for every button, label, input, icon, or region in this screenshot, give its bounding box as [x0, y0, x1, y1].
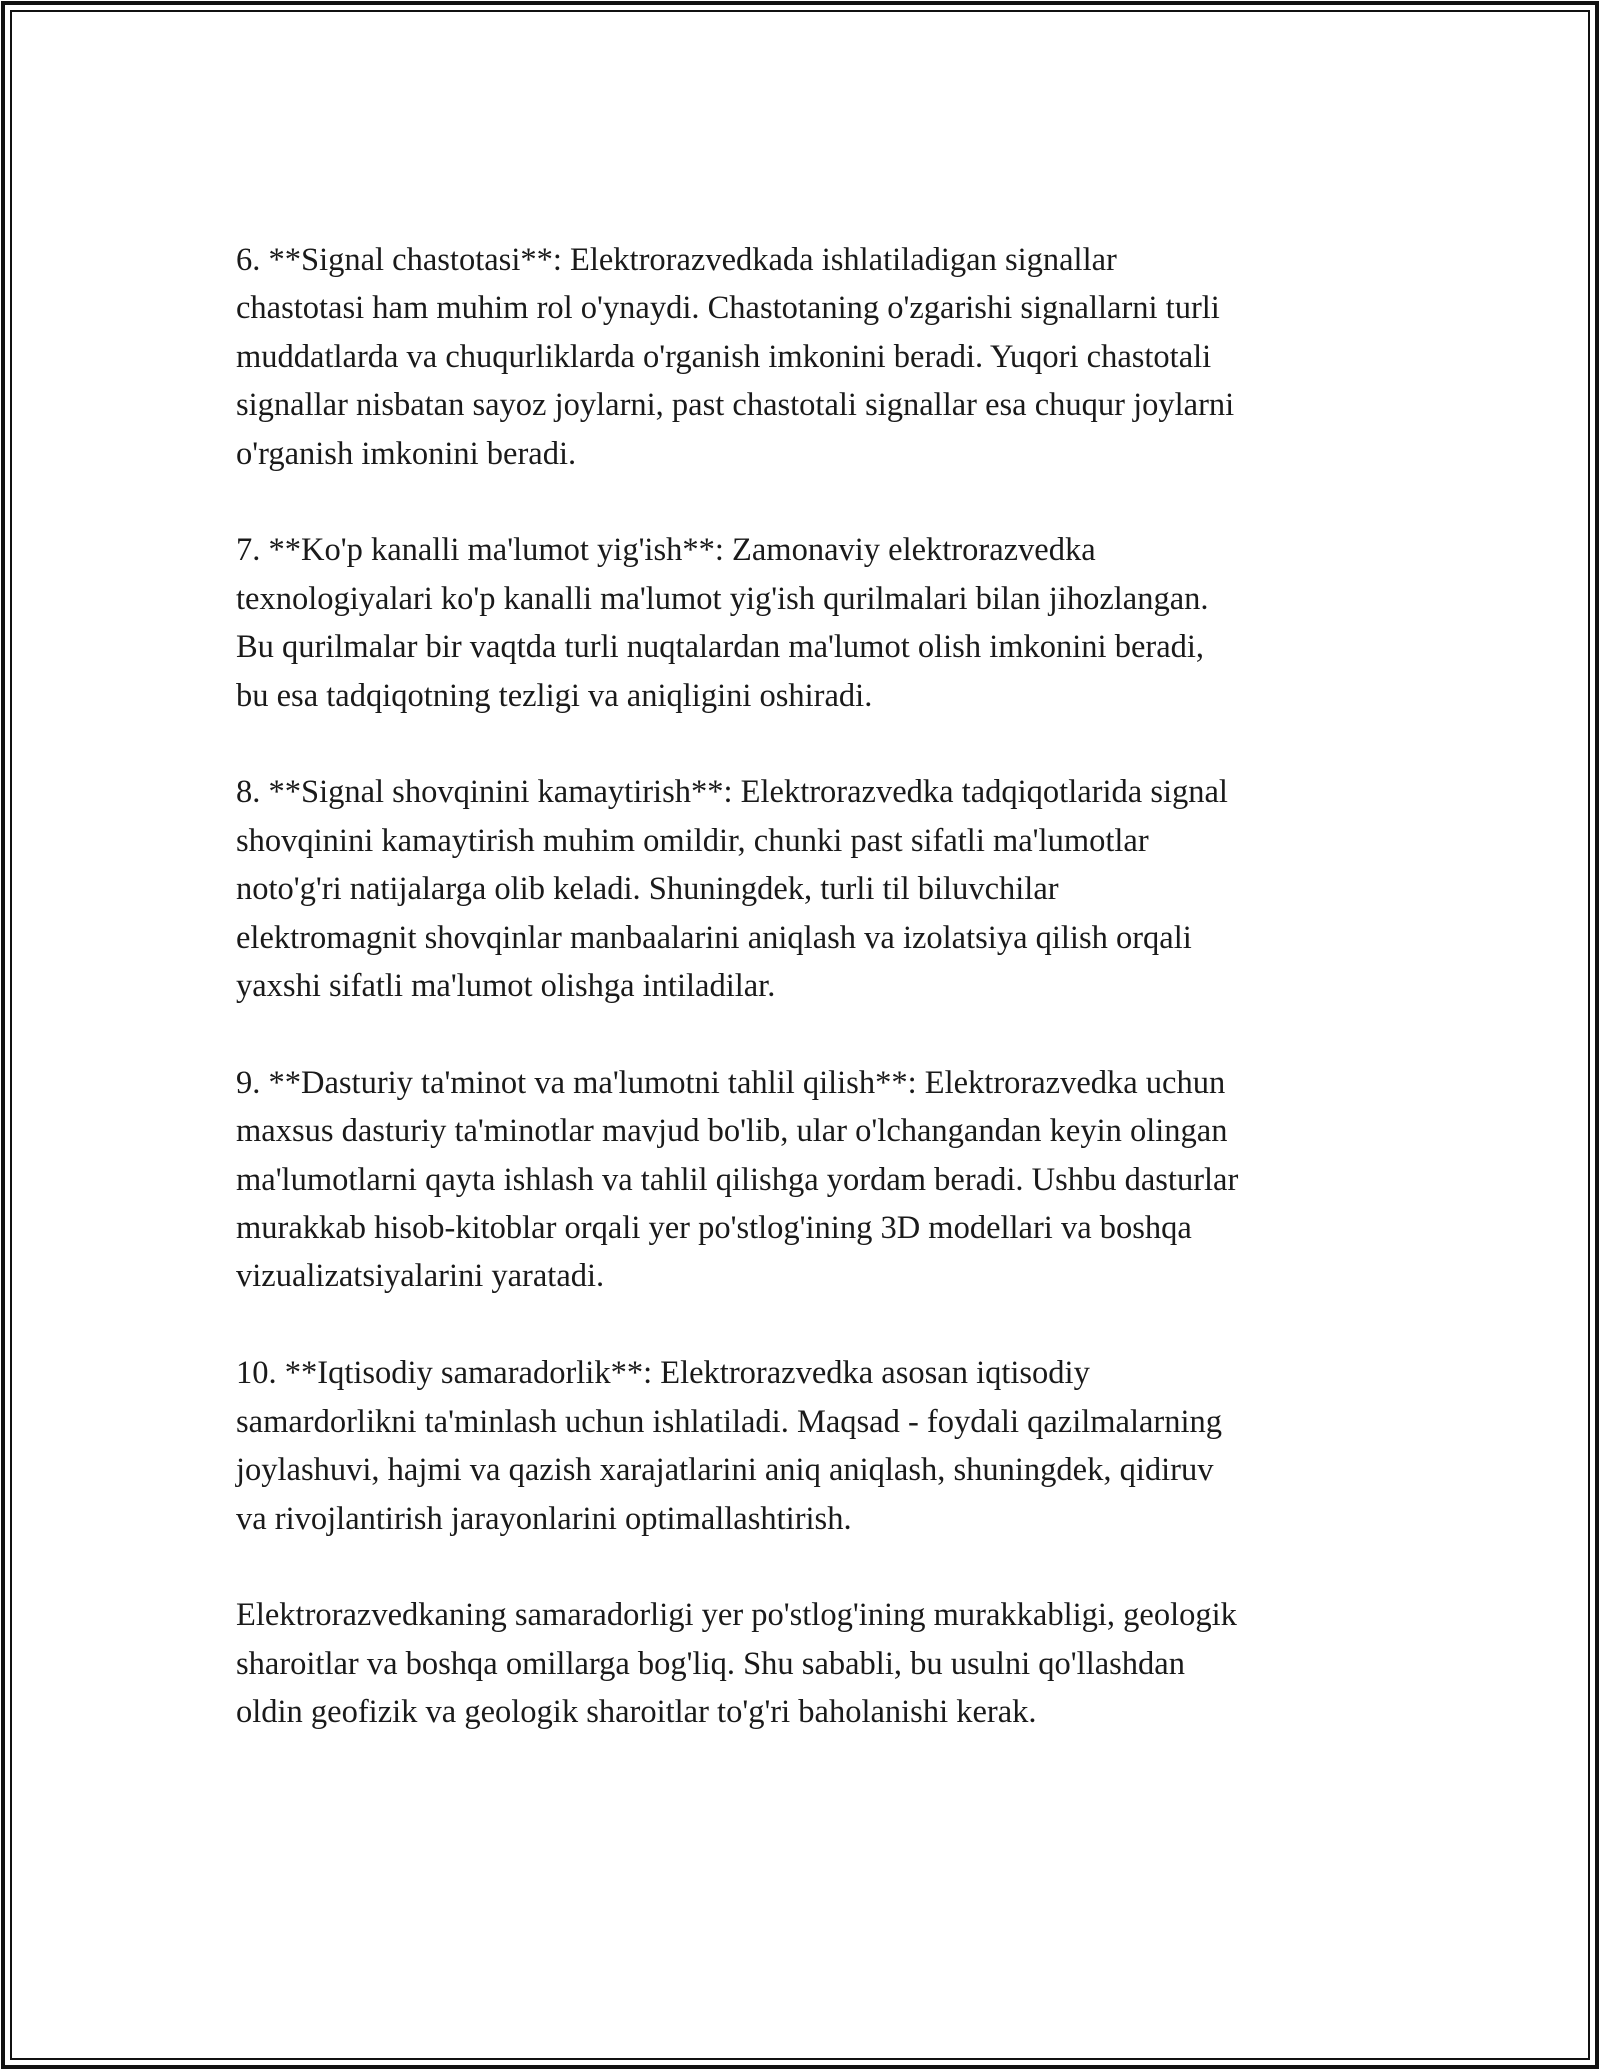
text-line: elektromagnit shovqinlar manbaalarini aniqlash va izolatsiya qilish orqali	[236, 919, 1192, 956]
paragraph-signal-shovqinini	[236, 768, 1386, 1010]
text-line: muddatlarda va chuqurliklarda o'rganish imkonini beradi. Yuqori chastotali	[236, 338, 1212, 375]
text-line: chastotasi ham muhim rol o'ynaydi. Chastotaning o'zgarishi signallarni turli	[236, 290, 1220, 327]
paragraph-iqtisodiy-samaradorlik	[236, 1349, 1386, 1543]
text-line: Bu qurilmalar bir vaqtda turli nuqtalardan ma'lumot olish imkonini beradi,	[236, 629, 1205, 666]
paragraph-dasturiy-taminot	[236, 1059, 1386, 1301]
text-line: maxsus dasturiy ta'minotlar mavjud bo'lib, ular o'lchangandan keyin olingan	[236, 1113, 1228, 1150]
text-line: oldin geofizik va geologik sharoitlar to'g'ri baholanishi kerak.	[236, 1694, 1037, 1731]
document-body	[236, 236, 1386, 1737]
text-line: 7. **Ko'p kanalli ma'lumot yig'ish**: Zamonaviy elektrorazvedka	[236, 532, 1096, 569]
text-line: murakkab hisob-kitoblar orqali yer po'stlog'ining 3D modellari va boshqa	[236, 1210, 1192, 1247]
text-line: ma'lumotlarni qayta ishlash va tahlil qilishga yordam beradi. Ushbu dasturlar	[236, 1161, 1239, 1198]
paragraph-kop-kanalli	[236, 526, 1386, 720]
text-line: va rivojlantirish jarayonlarini optimallashtirish.	[236, 1500, 852, 1537]
text-line: sharoitlar va boshqa omillarga bog'liq. Shu sababli, bu usulni qo'llashdan	[236, 1645, 1185, 1682]
text-line: shovqinini kamaytirish muhim omildir, chunki past sifatli ma'lumotlar	[236, 822, 1149, 859]
paragraph-signal-chastotasi	[236, 236, 1386, 478]
text-line: yaxshi sifatli ma'lumot olishga intiladilar.	[236, 968, 776, 1005]
text-line: signallar nisbatan sayoz joylarni, past chastotali signallar esa chuqur joylarni	[236, 387, 1235, 424]
text-line: texnologiyalari ko'p kanalli ma'lumot yig'ish qurilmalari bilan jihozlangan.	[236, 580, 1209, 617]
text-line: noto'g'ri natijalarga olib keladi. Shuningdek, turli til biluvchilar	[236, 871, 1059, 908]
text-line: vizualizatsiyalarini yaratadi.	[236, 1258, 605, 1295]
text-line: 10. **Iqtisodiy samaradorlik**: Elektrorazvedka asosan iqtisodiy	[236, 1355, 1090, 1392]
text-line: samardorlikni ta'minlash uchun ishlatiladi. Maqsad - foydali qazilmalarning	[236, 1403, 1223, 1440]
text-line: 9. **Dasturiy ta'minot va ma'lumotni tahlil qilish**: Elektrorazvedka uchun	[236, 1064, 1226, 1101]
text-line: bu esa tadqiqotning tezligi va aniqligini oshiradi.	[236, 677, 873, 714]
text-line: 6. **Signal chastotasi**: Elektrorazvedkada ishlatiladigan signallar	[236, 242, 1117, 278]
text-line: 8. **Signal shovqinini kamaytirish**: Elektrorazvedka tadqiqotlarida signal	[236, 774, 1228, 811]
text-line: Elektrorazvedkaning samaradorligi yer po'stlog'ining murakkabligi, geologik	[236, 1597, 1237, 1634]
paragraph-conclusion	[236, 1591, 1386, 1736]
text-line: o'rganish imkonini beradi.	[236, 435, 577, 472]
text-line: joylashuvi, hajmi va qazish xarajatlarini aniq aniqlash, shuningdek, qidiruv	[236, 1452, 1214, 1489]
